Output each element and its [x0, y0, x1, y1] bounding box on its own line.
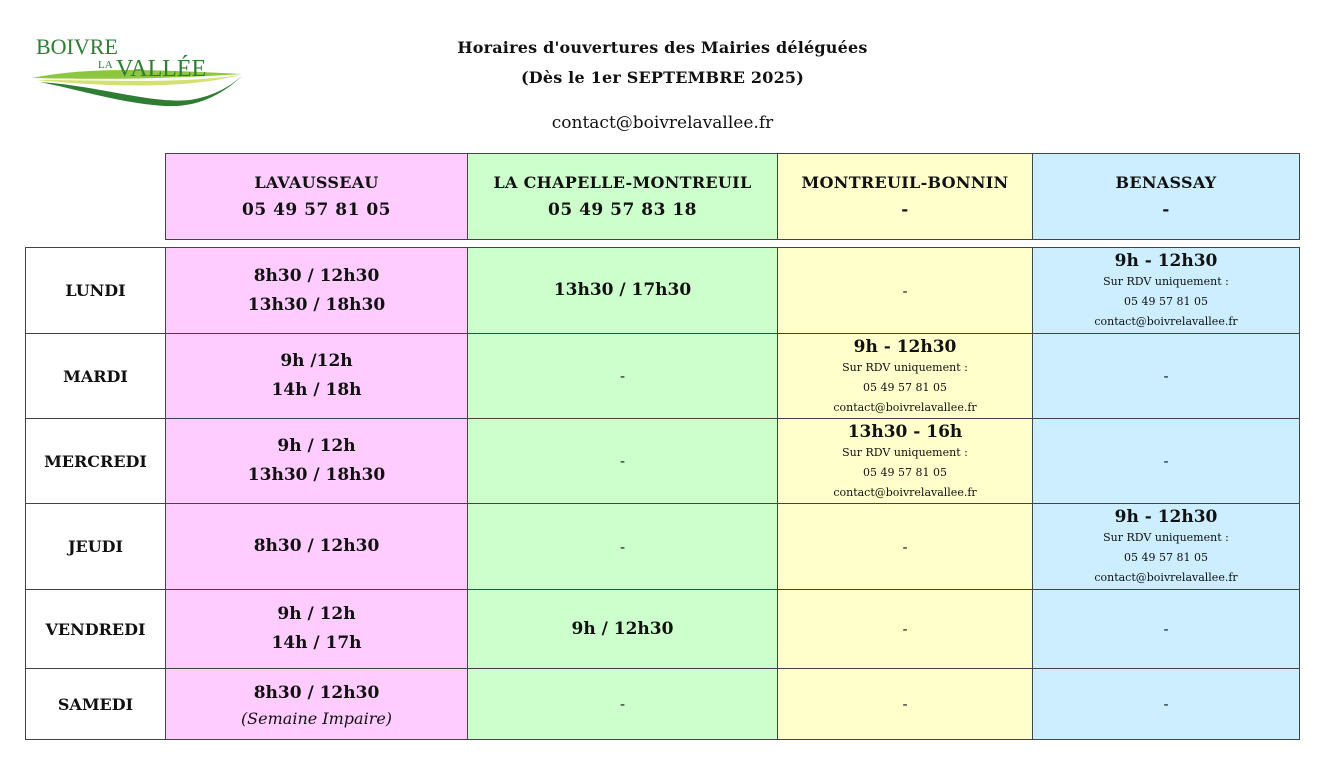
logo — [30, 30, 250, 110]
rdv-phone: 05 49 57 81 05 — [863, 466, 947, 479]
rdv-note: Sur RDV uniquement : — [1103, 531, 1229, 544]
cell-samedi-montreuil — [777, 668, 1033, 740]
cell-jeudi-lavausseau — [165, 503, 468, 590]
closed-dash: - — [902, 537, 908, 556]
cell-lundi-benassay — [1032, 247, 1300, 334]
cell-vendredi-lavausseau — [165, 589, 468, 669]
closed-dash: - — [1163, 452, 1169, 470]
cell-lundi-montreuil — [777, 247, 1033, 334]
hours-line: 8h30 / 12h30 — [253, 265, 380, 286]
day-jeudi: JEUDI — [25, 503, 166, 590]
rdv-email[interactable]: contact@boivrelavallee.fr — [833, 401, 977, 414]
header-lavausseau — [165, 153, 468, 240]
hours-line: 9h /12h — [280, 351, 353, 371]
cell-vendredi-chapelle — [467, 589, 778, 669]
cell-mardi-montreuil — [777, 333, 1033, 419]
closed-dash: - — [1163, 695, 1169, 713]
cell-samedi-benassay — [1032, 668, 1300, 740]
column-name: MONTREUIL-BONNIN — [801, 173, 1009, 192]
week-note: (Semaine Impaire) — [240, 708, 393, 728]
cell-mercredi-chapelle — [467, 418, 778, 504]
cell-mercredi-montreuil — [777, 418, 1033, 504]
hours-line: 14h / 17h — [271, 633, 362, 653]
cell-lundi-chapelle — [467, 247, 778, 334]
day-samedi: SAMEDI — [25, 668, 166, 740]
cell-mercredi-lavausseau — [165, 418, 468, 504]
header-benassay — [1032, 153, 1300, 240]
hours-line: 13h30 / 18h30 — [247, 465, 386, 485]
closed-dash: - — [902, 620, 908, 638]
closed-dash: - — [619, 452, 626, 470]
closed-dash: - — [619, 695, 626, 713]
day-vendredi: VENDREDI — [25, 589, 166, 669]
column-name: LA CHAPELLE-MONTREUIL — [493, 173, 752, 192]
column-phone: - — [1162, 200, 1170, 220]
logo-graphic — [30, 30, 250, 110]
hours-line: 9h / 12h — [277, 604, 356, 624]
closed-dash: - — [902, 695, 908, 713]
hours-line: 9h / 12h30 — [571, 618, 674, 639]
rdv-email[interactable]: contact@boivrelavallee.fr — [833, 486, 977, 499]
header-la-chapelle-montreuil — [467, 153, 778, 240]
hours-line: 9h / 12h — [277, 436, 356, 456]
hours-line: 9h - 12h30 — [1114, 507, 1218, 527]
hours-line: 13h30 / 18h30 — [247, 294, 386, 315]
closed-dash: - — [619, 367, 626, 385]
rdv-note: Sur RDV uniquement : — [1103, 275, 1229, 288]
logo-text-boivre: BOIVRE — [36, 34, 118, 59]
cell-samedi-chapelle — [467, 668, 778, 740]
hours-line: 8h30 / 12h30 — [253, 682, 380, 703]
cell-jeudi-benassay — [1032, 503, 1300, 590]
hours-line: 9h - 12h30 — [1114, 251, 1218, 271]
rdv-phone: 05 49 57 81 05 — [1124, 551, 1208, 564]
contact-email[interactable]: contact@boivrelavallee.fr — [551, 113, 774, 133]
column-phone: 05 49 57 81 05 — [242, 200, 391, 220]
header-montreuil-bonnin — [777, 153, 1033, 240]
column-phone: 05 49 57 83 18 — [548, 200, 697, 220]
cell-samedi-lavausseau — [165, 668, 468, 740]
page-title: Horaires d'ouvertures des Mairies déléguées — [457, 38, 868, 57]
day-mardi: MARDI — [25, 333, 166, 419]
hours-line: 8h30 / 12h30 — [253, 536, 380, 556]
hours-line: 9h - 12h30 — [853, 337, 957, 357]
column-name: LAVAUSSEAU — [254, 173, 379, 192]
cell-mardi-benassay — [1032, 333, 1300, 419]
day-mercredi: MERCREDI — [25, 418, 166, 504]
closed-dash: - — [619, 537, 626, 556]
cell-mercredi-benassay — [1032, 418, 1300, 504]
hours-line: 14h / 18h — [271, 380, 362, 400]
rdv-phone: 05 49 57 81 05 — [863, 381, 947, 394]
closed-dash: - — [902, 281, 908, 300]
closed-dash: - — [1163, 620, 1169, 638]
day-lundi: LUNDI — [25, 247, 166, 334]
rdv-email[interactable]: contact@boivrelavallee.fr — [1094, 571, 1238, 584]
cell-mardi-chapelle — [467, 333, 778, 419]
column-phone: - — [901, 200, 909, 220]
cell-vendredi-benassay — [1032, 589, 1300, 669]
hours-line: 13h30 / 17h30 — [553, 280, 692, 300]
page-subtitle: (Dès le 1er SEPTEMBRE 2025) — [520, 68, 805, 87]
cell-vendredi-montreuil — [777, 589, 1033, 669]
cell-jeudi-montreuil — [777, 503, 1033, 590]
closed-dash: - — [1163, 367, 1169, 385]
logo-text-vallee: VALLÉE — [116, 56, 207, 82]
rdv-email[interactable]: contact@boivrelavallee.fr — [1094, 315, 1238, 328]
rdv-phone: 05 49 57 81 05 — [1124, 295, 1208, 308]
column-name: BENASSAY — [1115, 173, 1217, 192]
cell-lundi-lavausseau — [165, 247, 468, 334]
logo-text-la: LA — [98, 59, 113, 71]
cell-jeudi-chapelle — [467, 503, 778, 590]
rdv-note: Sur RDV uniquement : — [842, 446, 968, 459]
hours-line: 13h30 - 16h — [847, 422, 963, 442]
rdv-note: Sur RDV uniquement : — [842, 361, 968, 374]
cell-mardi-lavausseau — [165, 333, 468, 419]
